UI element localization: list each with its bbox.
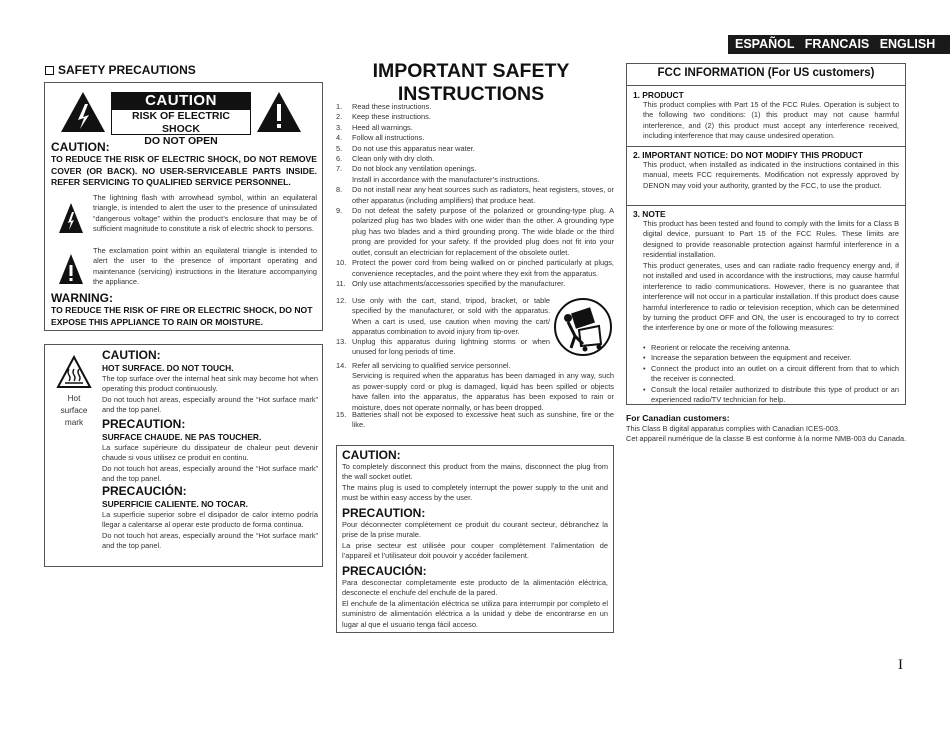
fcc-title-divider: [627, 85, 905, 86]
checkbox-icon: [45, 66, 54, 75]
fcc-notice-text: This product, when installed as indicated in the instructions contained in this manual, meets FCC requirements. Modification not expressly approved by DENON may void your authority, granted by the FCC, to use the product.: [643, 160, 899, 190]
exclamation-warning-icon: [256, 91, 302, 133]
item-text: Follow all instructions.: [352, 133, 425, 143]
item-text: Clean only with dry cloth.: [352, 154, 435, 164]
bullet-text: Connect the product into an outlet on a circuit different from that to which the receiver is connected.: [651, 363, 899, 384]
disconnect-caution-panel: [336, 445, 614, 633]
fcc-note-text-2: This product generates, uses and can radiate radio frequency energy and, if not installed and used in accordance with the instructions, may cause harmful interference to radio communications. However, there is no guarantee that interference will not occur in a particular installation. If this product does cause harmful interference to radio or television reception, which can be determined by turning the product OFF and ON, the user is encouraged to try to correct the interference by one or more of the following measures:: [643, 261, 899, 333]
caution-text: TO REDUCE THE RISK OF ELECTRIC SHOCK, DO NOT REMOVE COVER (OR BACK). NO USER-SERVICEABLE PARTS INSIDE. REFER SERVICING TO QUALIFIED SERVICE PERSONNEL.: [51, 154, 317, 187]
list-item: [336, 154, 614, 164]
item-number: 9.: [336, 206, 343, 216]
exclamation-small-icon: [58, 253, 84, 290]
hot-precaucion-es-heading: PRECAUCIÓN:: [102, 484, 187, 498]
hot-precaution-fr-text: La surface supérieure du dissipateur de chaleur peut devenir chaude si vous utilisez ce produit en continu. Do not touch hot areas, especially around the “Hot surface mark” and the top panel.: [102, 443, 318, 484]
fcc-note-text-1: This product has been tested and found to comply with the limits for a Class B digital device, pursuant to Part 15 of the FCC Rules. These limits are designed to provide reasonable protection against harmful interference in a residential installation.: [643, 219, 899, 260]
item-text: Batteries shall not be exposed to excessive heat such as sunshine, fire or the like.: [352, 410, 614, 430]
hot-precaucion-es-text: La superficie superior sobre el disipador de calor interno podría llegar a calentarse al operar este producto de forma continua. Do not touch hot areas, especially around the “Hot surface mark” and the top panel.: [102, 510, 318, 551]
item-number: 1.: [336, 102, 343, 111]
cart-tip-over-icon: [553, 296, 613, 363]
fcc-notice-heading: 2. IMPORTANT NOTICE: DO NOT MODIFY THIS PRODUCT: [633, 150, 864, 160]
instruction-12: [336, 296, 550, 338]
warning-text: TO REDUCE THE RISK OF FIRE OR ELECTRIC SHOCK, DO NOT EXPOSE THIS APPLIANCE TO RAIN OR MOISTURE.: [51, 305, 313, 327]
safety-precautions-label: SAFETY PRECAUTIONS: [58, 63, 196, 77]
item-text: Heed all warnings.: [352, 122, 413, 132]
title-line-2: INSTRUCTIONS: [397, 83, 545, 105]
item-text: Do not use this apparatus near water.: [352, 143, 475, 153]
disconnect-caution-heading: CAUTION:: [342, 448, 401, 462]
bullet-text: Reorient or relocate the receiving antenna.: [651, 343, 791, 352]
lightning-small-icon: [58, 202, 84, 239]
fcc-measures-list: [643, 343, 899, 405]
hot-precaution-fr-sub: SURFACE CHAUDE. NE PAS TOUCHER.: [102, 432, 262, 442]
hot-caution-sub: HOT SURFACE. DO NOT TOUCH.: [102, 363, 234, 373]
hot-surface-panel: [44, 344, 323, 567]
item-number: 8.: [336, 185, 343, 195]
item-number: 13.: [336, 337, 347, 346]
item-number: 6.: [336, 154, 343, 164]
hot-caution-heading: CAUTION:: [102, 348, 161, 362]
item-text: Keep these instructions.: [352, 112, 431, 122]
page-number: I: [898, 657, 903, 673]
list-item: [336, 123, 614, 133]
item-text: Use only with the cart, stand, tripod, bracket, or table specified by the manufacturer, or sold with the apparatus. When a cart is used, use caution when moving the cart/ apparatus combination to avoid injury from tip-over.: [352, 296, 550, 337]
important-safety-title: [336, 60, 606, 106]
item-text: Do not defeat the safety purpose of the polarized or grounding-type plug. A polarized plug has two blades with one wider than the other. A grounding type plug has two blades and a third grounding prong. The wide blade or the third prong are provided for your safety. If the provided plug does not fit into your outlet, consult an electrician for replacement of the obsolete outlet.: [352, 206, 614, 257]
warning-heading: WARNING:: [51, 291, 113, 305]
list-item: [336, 337, 550, 358]
item-text: Only use attachments/accessories specified by the manufacturer.: [352, 278, 566, 288]
hot-precaucion-es-sub: SUPERFICIE CALIENTE. NO TOCAR.: [102, 499, 248, 509]
disconnect-precaution-fr-heading: PRECAUTION:: [342, 506, 426, 520]
lightning-warning-icon: [60, 91, 106, 133]
list-item: [336, 361, 614, 413]
list-item: [643, 385, 899, 406]
bullet-icon: •: [643, 384, 646, 394]
item-text: Protect the power cord from being walked on or pinched particularly at plugs, convenience receptacles, and the point where they exit from the apparatus.: [352, 258, 614, 278]
fcc-product-text: This product complies with Part 15 of the FCC Rules. Operation is subject to the following two conditions: (1) this product may not cause harmful interference, and (2) this product must accept any interference received, including interference that may cause undesired operation.: [643, 100, 899, 141]
bullet-text: Increase the separation between the equipment and receiver.: [651, 353, 852, 363]
safety-precautions-title: [45, 63, 196, 77]
list-item: [336, 296, 550, 338]
disconnect-precaucion-es-text: Para desconectar completamente este producto de la alimentación eléctrica, desconecte el enchufe del enchufe de la pared. El enchufe de la alimentación eléctrica se utiliza para interrumpir por completo el suministro de alimentación eléctrica a la unidad y debe de encontrarse en un lugar al que el usuario tenga fácil acceso.: [342, 578, 608, 629]
lightning-description: The lightning flash with arrowhead symbol, within an equilateral triangle, is intended to alert the user to the presence of uninsulated “dangerous voltage” within the product’s enclosure that may be of sufficient magnitude to constitute a risk of electric shock to persons.: [93, 193, 317, 234]
instruction-13: [336, 337, 550, 358]
item-number: 7.: [336, 164, 343, 174]
bullet-icon: •: [643, 363, 646, 373]
fcc-divider-1: [627, 146, 905, 147]
fcc-information-panel: [626, 63, 906, 405]
item-number: 4.: [336, 133, 343, 143]
canada-text: This Class B digital apparatus complies with Canadian ICES-003. Cet appareil numérique de la classe B est conforme à la norme NMB-003 du Canada.: [626, 424, 907, 444]
hot-caution-text: The top surface over the internal heat sink may become hot when operating this product continuously. Do not touch hot areas, especially around the “Hot surface mark” and the top panel.: [102, 374, 318, 415]
list-item: [336, 258, 614, 279]
list-item: [336, 102, 614, 112]
list-item: [336, 133, 614, 143]
item-number: 12.: [336, 296, 347, 305]
item-number: 2.: [336, 112, 343, 122]
hot-surface-mark-label: Hot surface mark: [60, 394, 88, 427]
instruction-14: [336, 361, 614, 413]
list-item: [643, 353, 899, 363]
item-number: 3.: [336, 122, 343, 132]
list-item: [336, 112, 614, 122]
item-number: 10.: [336, 258, 347, 268]
disconnect-precaution-fr-text: Pour déconnecter complètement ce produit du courant secteur, débranchez la prise de la prise murale. La prise secteur est utilisée pour couper complètement l’alimentation de l’appareil et l’utilisateur doit pouvoir y accéder facilement.: [342, 520, 608, 561]
item-number: 14.: [336, 361, 347, 370]
fcc-title: FCC INFORMATION (For US customers): [657, 67, 875, 79]
item-text: Unplug this apparatus during lightning storms or when unused for long periods of time.: [352, 337, 550, 357]
item-number: 11.: [336, 278, 346, 288]
item-number: 15.: [336, 410, 347, 419]
caution-banner: CAUTION: [111, 92, 251, 110]
bullet-icon: •: [643, 353, 646, 363]
language-bar: ESPAÑOL FRANCAIS ENGLISH: [728, 35, 950, 54]
item-number: 5.: [336, 143, 343, 153]
caution-shock-panel: [44, 82, 323, 331]
caution-heading: CAUTION:: [51, 140, 110, 154]
item-text: Read these instructions.: [352, 102, 432, 111]
bullet-text: Consult the local retailer authorized to distribute this type of product or an experienced radio/TV technician for help.: [651, 384, 899, 405]
instruction-15: [336, 410, 614, 431]
item-text: Do not block any ventilation openings. Install in accordance with the manufacturer’s instructions.: [352, 164, 540, 184]
title-line-1: IMPORTANT SAFETY: [372, 60, 570, 82]
disconnect-caution-text: To completely disconnect this product from the mains, disconnect the plug from the wall socket outlet. The mains plug is used to completely interrupt the power supply to the unit and must be within easy access by the user.: [342, 462, 608, 503]
fcc-product-heading: 1. PRODUCT: [633, 90, 684, 100]
exclamation-description: The exclamation point within an equilateral triangle is intended to alert the user to the presence of important operating and maintenance (servicing) instructions in the literature accompanying the appliance.: [93, 246, 317, 287]
list-item: [336, 164, 614, 185]
disconnect-precaucion-es-heading: PRECAUCIÓN:: [342, 564, 427, 578]
bullet-icon: •: [643, 343, 646, 352]
fcc-note-heading: 3. NOTE: [633, 209, 666, 219]
item-text: Do not install near any heat sources such as radiators, heat registers, stoves, or other apparatus (including amplifiers) that produce heat.: [352, 185, 614, 205]
list-item: [643, 343, 899, 353]
hot-surface-icon: [56, 355, 92, 394]
item-text: Refer all servicing to qualified service personnel. Servicing is required when the apparatus has been damaged in any way, such as power-supply cord or plug is damaged, liquid has been spilled or objects have fallen into the apparatus, the apparatus has been exposed to rain or moisture, does not operate normally, or has been dropped.: [352, 361, 614, 412]
list-item: [336, 410, 614, 431]
list-item: [643, 364, 899, 385]
fcc-divider-2: [627, 205, 905, 206]
list-item: [336, 144, 614, 154]
hot-precaution-fr-heading: PRECAUTION:: [102, 417, 186, 431]
canada-heading: For Canadian customers:: [626, 413, 730, 423]
list-item: [336, 279, 614, 289]
list-item: [336, 185, 614, 206]
risk-electric-shock-label: RISK OF ELECTRIC SHOCK DO NOT OPEN: [111, 109, 251, 135]
instructions-list: [336, 102, 614, 289]
list-item: [336, 206, 614, 258]
